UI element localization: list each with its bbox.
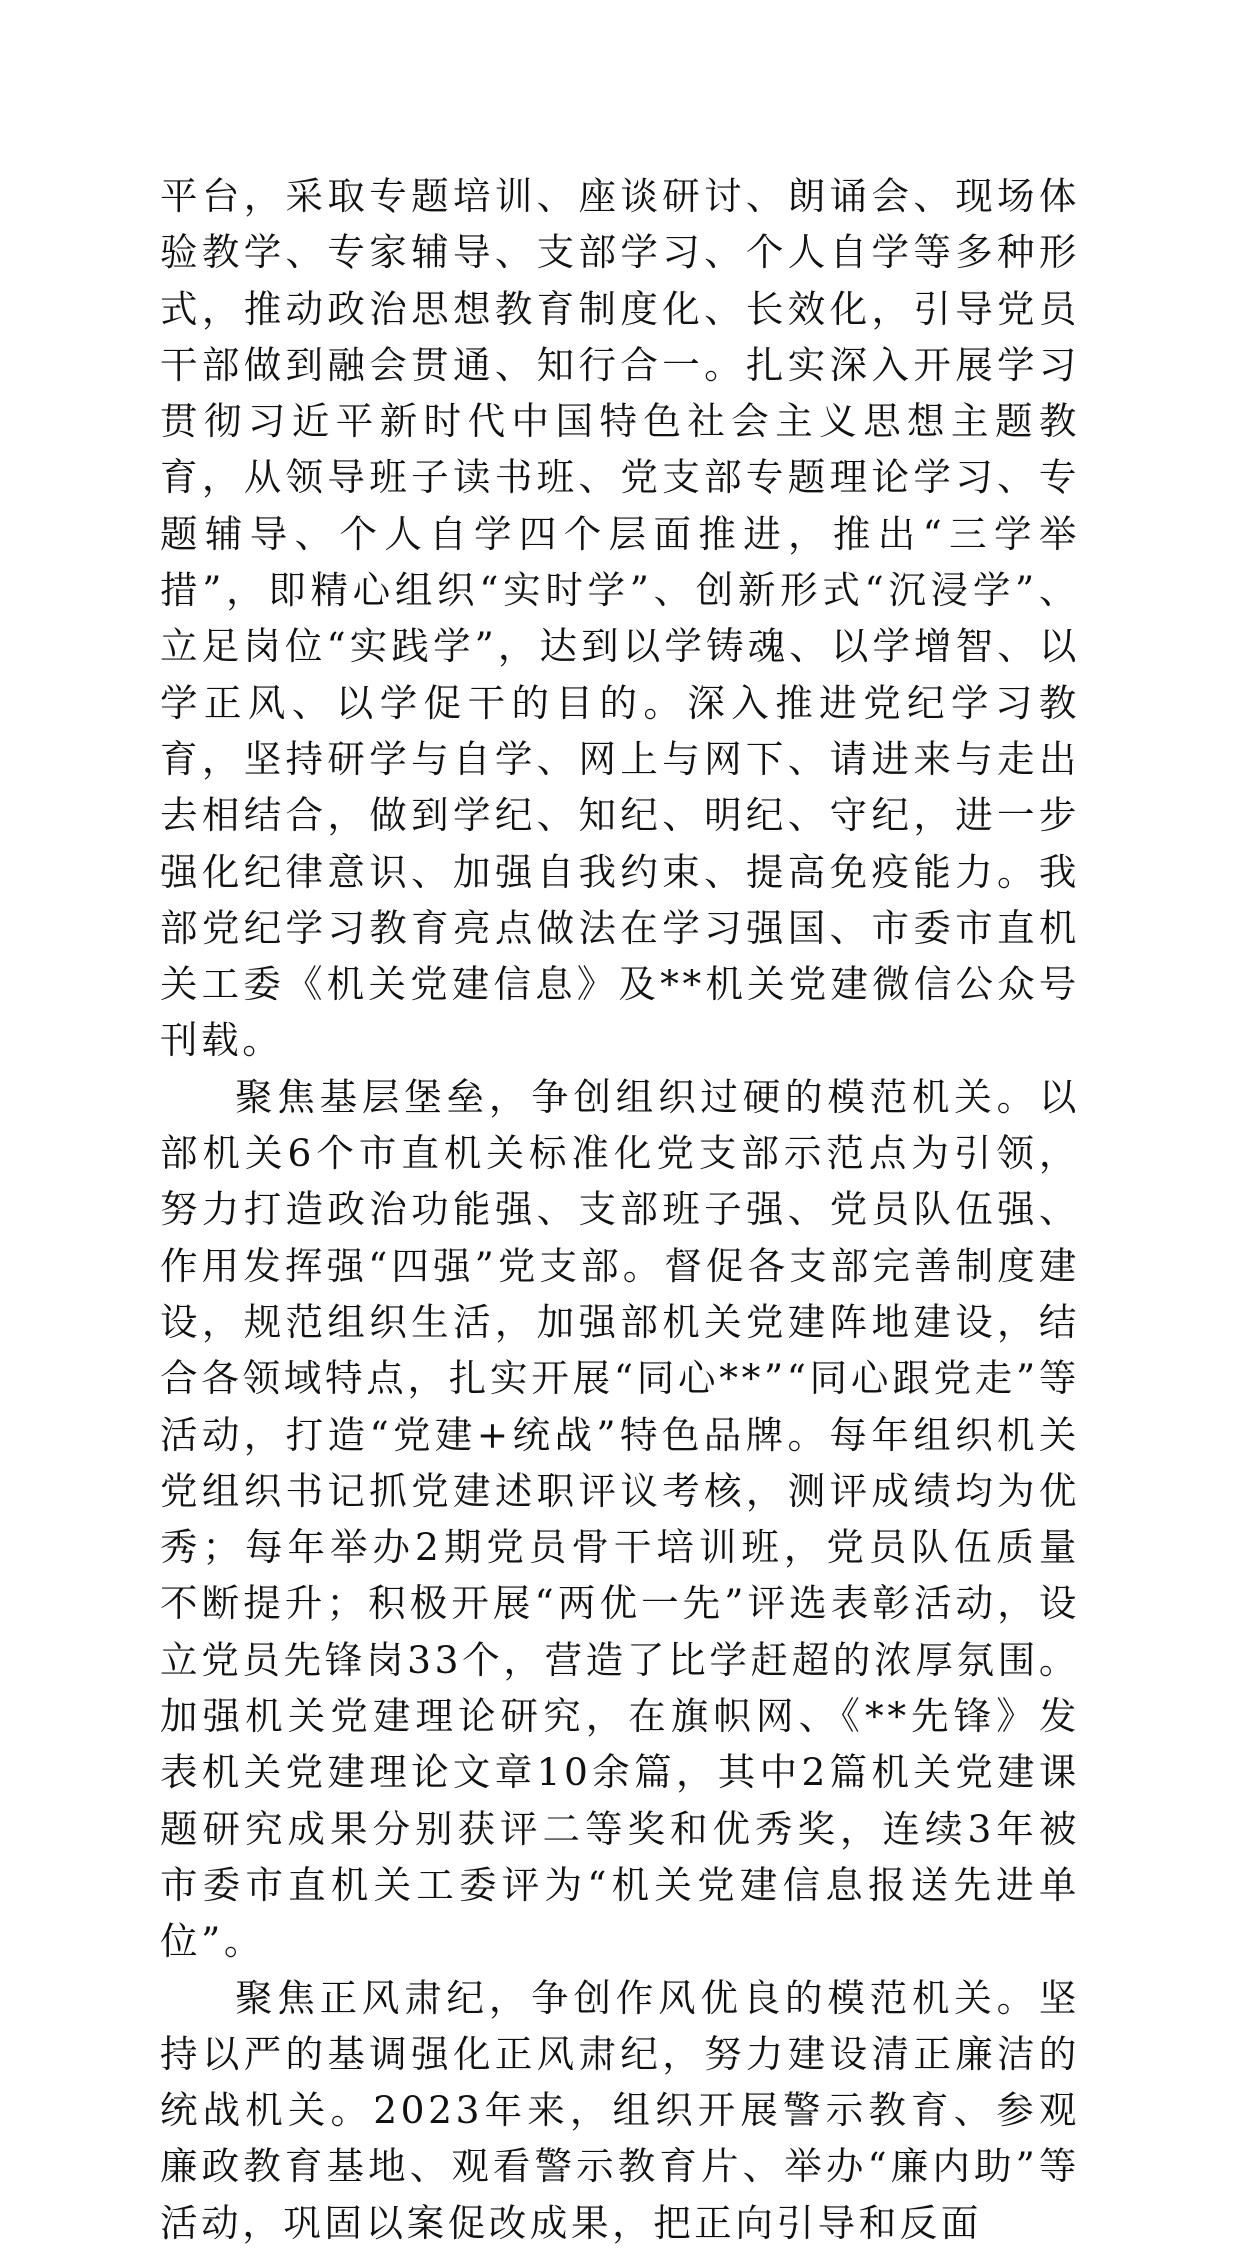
document-body xyxy=(160,168,1080,2251)
paragraph-political-study: 平台，采取专题培训、座谈研讨、朗诵会、现场体验教学、专家辅导、支部学习、个人自学等多种形式，推动政治思想教育制度化、长效化，引导党员干部做到融会贯通、知行合一。扎实深入开展学习贯彻习近平新时代中国特色社会主义思想主题教育，从领导班子读书班、党支部专题理论学习、专题辅导、个人自学四个层面推进，推出“三学举措”，即精心组织“实时学”、创新形式“沉浸学”、立足岗位“实践学”，达到以学铸魂、以学增智、以学正风、以学促干的目的。深入推进党纪学习教育，坚持研学与自学、网上与网下、请进来与走出去相结合，做到学纪、知纪、明纪、守纪，进一步强化纪律意识、加强自我约束、提高免疫能力。我部党纪学习教育亮点做法在学习强国、市委市直机关工委《机关党建信息》及**机关党建微信公众号刊载。 xyxy=(160,174,1080,1063)
paragraph-grassroots-bastion: 聚焦基层堡垒，争创组织过硬的模范机关。以部机关6个市直机关标准化党支部示范点为引领，努力打造政治功能强、支部班子强、党员队伍强、作用发挥强“四强”党支部。督促各支部完善制度建设，规范组织生活，加强部机关党建阵地建设，结合各领域特点，扎实开展“同心**”“同心跟党走”等活动，打造“党建+统战”特色品牌。每年组织机关党组织书记抓党建述职评议考核，测评成绩均为优秀；每年举办2期党员骨干培训班，党员队伍质量不断提升；积极开展“两优一先”评选表彰活动，设立党员先锋岗33个，营造了比学赶超的浓厚氛围。加强机关党建理论研究，在旗帜网、《**先锋》发表机关党建理论文章10余篇，其中2篇机关党建课题研究成果分别获评二等奖和优秀奖，连续3年被市委市直机关工委评为“机关党建信息报送先进单位”。 xyxy=(160,1074,1080,1964)
paragraph-discipline-conduct: 聚焦正风肃纪，争创作风优良的模范机关。坚持以严的基调强化正风肃纪，努力建设清正廉洁的统战机关。2023年来，组织开展警示教育、参观廉政教育基地、观看警示教育片、举办“廉内助”等活动，巩固以案促改成果，把正向引导和反面 xyxy=(160,1975,1080,2245)
